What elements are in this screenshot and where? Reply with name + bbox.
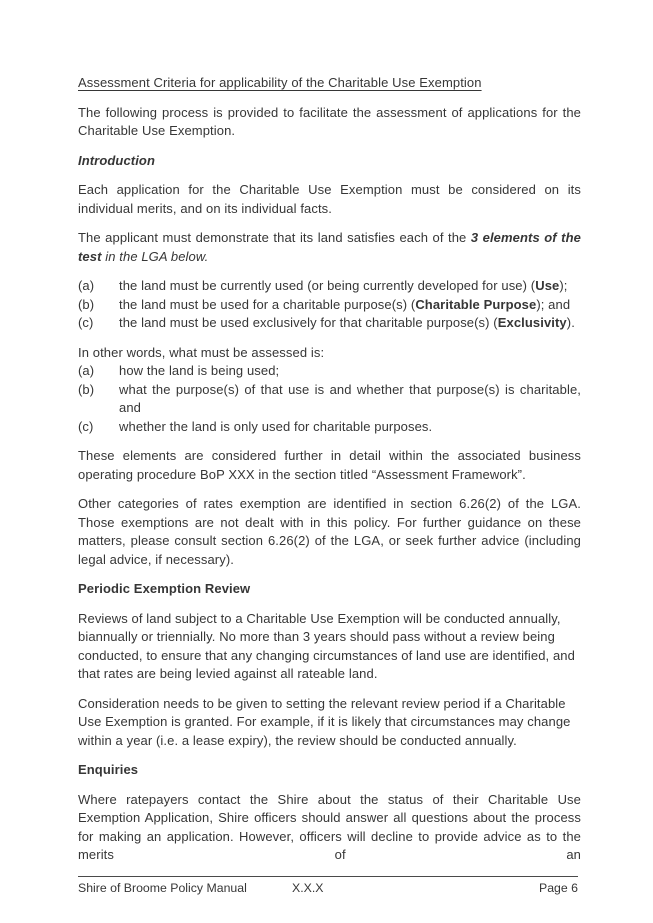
list-what-must-be-assessed bbox=[78, 344, 581, 437]
list-three-elements bbox=[78, 277, 581, 333]
list-item-text: what the purpose(s) of that use is and whether that purpose(s) is charitable, and bbox=[119, 381, 581, 415]
footer-policy-number: X.X.X bbox=[292, 881, 324, 895]
para-where-ratepayers: Where ratepayers contact the Shire about the status of their Charitable Use Exemption Application, Shire officers should answer all questions about the process for making an application. However, officers will decline to provide advice as to the merits of an bbox=[78, 791, 581, 862]
heading-periodic-exemption-review: Periodic Exemption Review bbox=[78, 581, 251, 596]
list-item-run-bold: Charitable Purpose bbox=[415, 296, 537, 312]
para-each-application: Each application for the Charitable Use Exemption must be considered on its individual merits, and on its individual facts. bbox=[78, 182, 581, 216]
list-item-a bbox=[78, 277, 581, 296]
footer-page-number: Page 6 bbox=[539, 881, 578, 895]
para-applicant-run-normal: The applicant must demonstrate that its land satisfies each of the bbox=[78, 230, 471, 245]
list-item-run: the land must be used for a charitable purpose(s) ( bbox=[119, 296, 416, 312]
list-item-run: ). bbox=[566, 315, 575, 330]
list-item-text: how the land is being used; bbox=[119, 363, 280, 378]
para-consideration: Consideration needs to be given to setting the relevant review period if a Charitable Use Exemption is granted. For example, if it is likely that circumstances may change within a year (i.e. a lease expiry), the review should be conducted annually. bbox=[78, 695, 571, 748]
para-applicant-demonstrate bbox=[78, 229, 581, 266]
para-these-elements: These elements are considered further in detail within the associated business operating procedure BoP XXX in the section titled “Assessment Framework”. bbox=[78, 448, 581, 482]
list-item-run: the land must be currently used (or being currently developed for use) ( bbox=[119, 278, 536, 293]
list-item-c bbox=[78, 418, 581, 437]
list-item-run: ); and bbox=[536, 296, 571, 312]
document-body bbox=[78, 74, 581, 876]
para-applicant-run-bold-italic: 3 elements of the test bbox=[78, 230, 581, 264]
list-item-label: (b) bbox=[78, 296, 95, 312]
list-item-label: (a) bbox=[78, 278, 95, 293]
list-item-text bbox=[119, 297, 570, 312]
list-item-text bbox=[119, 315, 575, 330]
list-item-run-bold: Use bbox=[535, 278, 560, 293]
list-item-label: (c) bbox=[78, 418, 94, 434]
footer-manual-title: Shire of Broome Policy Manual bbox=[78, 881, 247, 895]
para-following-process: The following process is provided to facilitate the assessment of applications for the Charitable Use Exemption. bbox=[78, 104, 581, 138]
list-item-text: whether the land is only used for charitable purposes. bbox=[119, 418, 433, 434]
list-item-run: ); bbox=[559, 278, 568, 293]
list-item-a bbox=[78, 362, 581, 381]
list-item-label: (c) bbox=[78, 315, 94, 330]
footer-divider bbox=[78, 876, 578, 877]
list-item-run-bold: Exclusivity bbox=[497, 315, 567, 330]
para-applicant-run-italic: in the LGA below. bbox=[101, 248, 209, 264]
list-item-b bbox=[78, 381, 581, 418]
heading-enquiries: Enquiries bbox=[78, 762, 139, 777]
list-item-label: (a) bbox=[78, 363, 95, 378]
list-item-run: the land must be used exclusively for that charitable purpose(s) ( bbox=[119, 315, 498, 330]
list-item-label: (b) bbox=[78, 381, 95, 397]
heading-introduction: Introduction bbox=[78, 152, 156, 168]
para-reviews-of-land: Reviews of land subject to a Charitable Use Exemption will be conducted annually, biannually or triennially. No more than 3 years should pass without a review being conducted, to ensure that any changing circumstances of land use are identified, and that rates are being levied against all rateable land. bbox=[78, 610, 575, 681]
section-heading-assessment-criteria: Assessment Criteria for applicability of the Charitable Use Exemption bbox=[78, 75, 482, 90]
para-other-categories: Other categories of rates exemption are identified in section 6.26(2) of the LGA. Those exemptions are not dealt with in this policy. For further guidance on these matters, please consult section 6.26(2) of the LGA, or seek further advice (including legal advice, if necessary). bbox=[78, 496, 581, 567]
para-in-other-words: In other words, what must be assessed is: bbox=[78, 344, 325, 360]
list-item-b bbox=[78, 296, 581, 315]
list-item-c bbox=[78, 314, 581, 333]
list-item-text bbox=[119, 278, 568, 293]
